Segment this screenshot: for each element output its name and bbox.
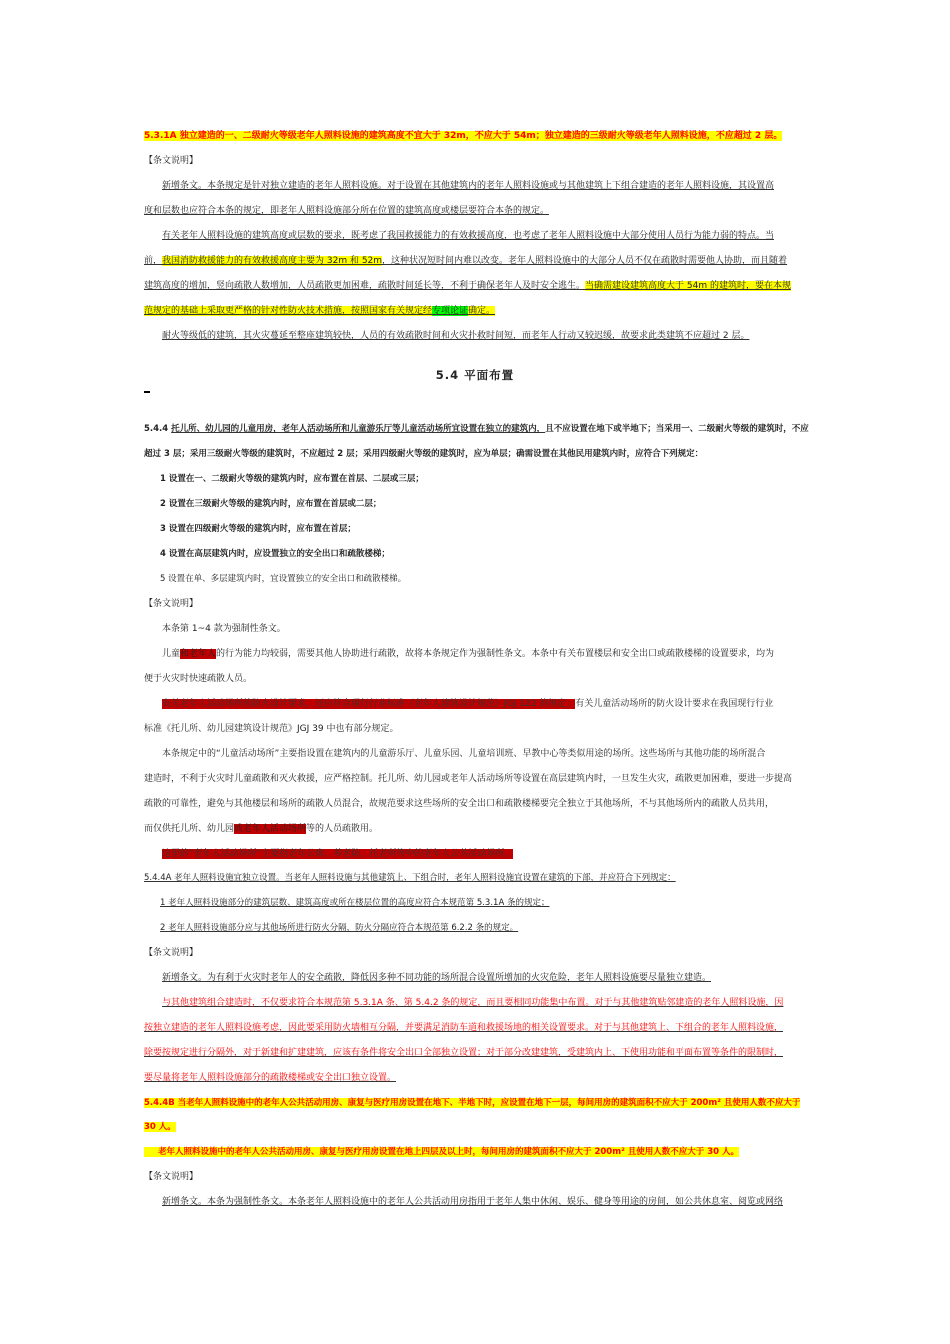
paragraph-line: 便于火灾时快速疏散人员。 [144,674,253,684]
paragraph-line: 建筑高度的增加，竖向疏散人数增加，人员疏散更加困难，疏散时间延长等，不利于确保老年人及时安全逃生。当确需建设建筑高度大于 54m 的建筑时，要在本规 [144,281,791,291]
paragraph-line: 建造时，不利于火灾时儿童疏散和灭火救援，应严格控制。托儿所、幼儿园或老年人活动场所等设置在高层建筑内时，一旦发生火灾，疏散更加困难，要进一步提高 [144,774,793,784]
list-item: 2 设置在三级耐火等级的建筑内时，应布置在首层或二层； [160,499,382,509]
clause-5-4-4b-cont: 30 人。 [144,1122,176,1132]
paragraph-line: 新增条文。本条规定是针对独立建造的老年人照料设施。对于设置在其他建筑内的老年人照料设施或与其他建筑上下组合建造的老年人照料设施，其设置高 [162,181,775,191]
paragraph-line: 要尽量将老年人照料设施部分的疏散楼梯或安全出口独立设置。 [144,1073,397,1083]
paragraph-line: 儿童和老年人的行为能力均较弱，需要其他人协助进行疏散，故将本条规定作为强制性条文。本条中有关布置楼层和安全出口或疏散楼梯的设置要求，均为 [162,649,775,659]
list-item: 1 老年人照料设施部分的建筑层数、建筑高度或所在楼层位置的高度应符合本规范第 5.3.1A 条的规定； [160,898,550,908]
clause-5-4-4b-cont: 老年人照料设施中的老年人公共活动用房、康复与医疗用房设置在地上四层及以上时，每间用房的建筑面积不应大于 200m² 且使用人数不应大于 30 人。 [144,1145,809,1159]
clause-note-label: 【条文说明】 [144,948,199,958]
paragraph-line: 耐火等级低的建筑，其火灾蔓延至整座建筑较快，人员的有效疏散时间和火灾扑救时间短，而老年人行动又较迟缓，故要求此类建筑不应超过 2 层。 [162,331,750,341]
paragraph-line: 这里的“老年人活动场所”主要指老年公寓、养老院、托老所等中的老年人公共活动场所。 [162,849,514,859]
paragraph-line: 按独立建造的老年人照料设施考虑，因此要采用防火墙相互分隔，并要满足消防车道和救援场地的相关设置要求。对于与其他建筑上、下组合的老年人照料设施， [144,1023,784,1033]
paragraph-line: 除要按规定进行分隔外，对于新建和扩建建筑，应该有条件将安全出口全部独立设置；对于部分改建建筑，受建筑内上、下使用功能和平面布置等条件的限制时， [144,1048,784,1058]
section-title: 5.4 平面布置 [435,368,515,382]
paragraph-line: 前，我国消防救援能力的有效救援高度主要为 32m 和 52m，这种状况短时间内难以改变。老年人照料设施中的大部分人员不仅在疏散时需要他人协助，而且随着 [144,256,788,266]
list-item: 5 设置在单、多层建筑内时，宜设置独立的安全出口和疏散楼梯。 [160,574,407,584]
clause-5-4-4: 5.4.4 托儿所、幼儿园的儿童用房，老年人活动场所和儿童游乐厅等儿童活动场所宜设置在独立的建筑内，且不应设置在地下或半地下；当采用一、二级耐火等级的建筑时，不应 [144,424,809,434]
clause-5-4-4a: 5.4.4A 老年人照料设施宜独立设置。当老年人照料设施与其他建筑上、下组合时，老年人照料设施宜设置在建筑的下部，并应符合下列规定： [144,873,676,883]
paragraph-line: 有关老年人活动场所的防火设计要求，还应符合现行行业标准《老年人建筑设计规范》JGJ 122 的规定；有关儿童活动场所的防火设计要求在我国现行行业 [162,699,774,709]
clause-5-4-4-cont: 超过 3 层；采用三级耐火等级的建筑时，不应超过 2 层；采用四级耐火等级的建筑时，应为单层；确需设置在其他民用建筑内时，应符合下列规定： [144,449,704,459]
paragraph-line: 标准《托儿所、幼儿园建筑设计规范》JGJ 39 中也有部分规定。 [144,724,399,734]
clause-note-label: 【条文说明】 [144,599,199,609]
paragraph-line: 新增条文。为有利于火灾时老年人的安全疏散，降低因多种不同功能的场所混合设置所增加的火灾危险，老年人照料设施要尽量独立建造。 [162,973,712,983]
paragraph-line: 新增条文。本条为强制性条文。本条老年人照料设施中的老年人公共活动用房指用于老年人集中休闲、娱乐、健身等用途的房间，如公共休息室、阅览或网络 [162,1197,784,1207]
paragraph-line: 与其他建筑组合建造时，不仅要求符合本规范第 5.3.1A 条、第 5.4.2 条的规定，而且要相同功能集中布置。对于与其他建筑贴邻建造的老年人照料设施，因 [162,998,784,1008]
paragraph-line: 本条第 1~4 款为强制性条文。 [162,624,286,634]
list-item: 1 设置在一、二级耐火等级的建筑内时，应布置在首层、二层或三层； [160,474,424,484]
paragraph-line: 本条规定中的“儿童活动场所”主要指设置在建筑内的儿童游乐厅、儿童乐园、儿童培训班、早教中心等类似用途的场所。这些场所与其他功能的场所混合 [162,749,766,759]
list-item: 2 老年人照料设施部分应与其他场所进行防火分隔，防火分隔应符合本规范第 6.2.2 条的规定。 [160,923,519,933]
paragraph-line: 疏散的可靠性，避免与其他楼层和场所的疏散人员混合，故规范要求这些场所的安全出口和疏散楼梯要完全独立于其他场所，不与其他场所内的疏散人员共用， [144,799,775,809]
clause-note-label: 【条文说明】 [144,156,199,166]
paragraph-line: 而仅供托儿所、幼儿园或老年人活动场所等的人员疏散用。 [144,824,379,834]
clause-5-4-4b: 5.4.4B 当老年人照料设施中的老年人公共活动用房、康复与医疗用房设置在地下、半地下时，应设置在地下一层，每间用房的建筑面积不应大于 200m² 且使用人数不应大于 [144,1098,801,1108]
revision-mark [144,391,150,393]
clause-5-3-1a: 5.3.1A 独立建造的一、二级耐火等级老年人照料设施的建筑高度不宜大于 32m，不应大于 54m；独立建造的三级耐火等级老年人照料设施，不应超过 2 层。 [144,131,783,141]
list-item: 4 设置在高层建筑内时，应设置独立的安全出口和疏散楼梯； [160,549,390,559]
paragraph-line: 度和层数也应符合本条的规定，即老年人照料设施部分所在位置的建筑高度或楼层要符合本条的规定。 [144,206,550,216]
paragraph-line: 有关老年人照料设施的建筑高度或层数的要求，既考虑了我国救援能力的有效救援高度，也考虑了老年人照料设施中大部分使用人员行为能力弱的特点。当 [162,231,775,241]
list-item: 3 设置在四级耐火等级的建筑内时，应布置在首层； [160,524,356,534]
paragraph-line: 范规定的基础上采取更严格的针对性防火技术措施，按照国家有关规定经专项论证确定。 [144,306,496,316]
clause-note-label: 【条文说明】 [144,1172,199,1182]
